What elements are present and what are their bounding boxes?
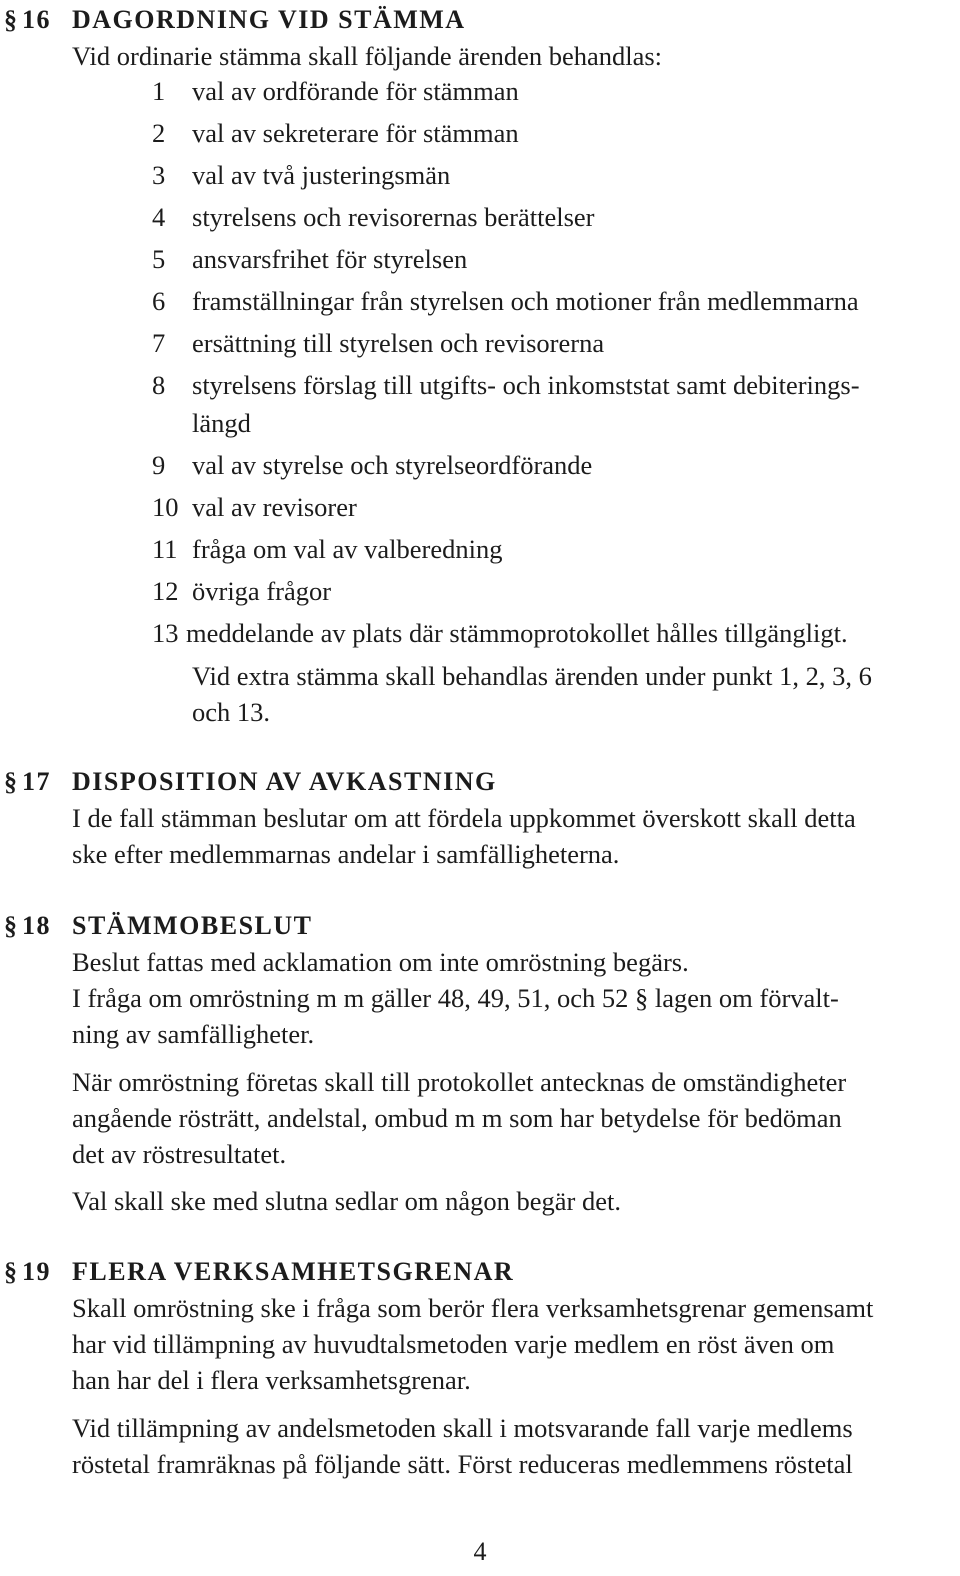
section-number: 17 (22, 767, 51, 796)
paragraph-line: I de fall stämman beslutar om att fördela uppkommet överskott skall detta (72, 803, 856, 833)
note-line: och 13. (192, 697, 271, 727)
item-number: 1 (152, 76, 166, 106)
item-number: 4 (152, 202, 166, 232)
item-text: val av styrelse och styrelseordförande (192, 450, 593, 480)
paragraph (0, 1183, 960, 1219)
item-number: 7 (152, 328, 166, 358)
item-number: 5 (152, 244, 166, 274)
item-number: 8 (152, 370, 166, 400)
list-item (0, 570, 960, 612)
paragraph-line: Vid tillämpning av andelsmetoden skall i motsvarande fall varje medlems (72, 1413, 853, 1443)
item-text: fråga om val av valberedning (192, 534, 503, 564)
item-number: 11 (152, 534, 178, 564)
item-text: ansvarsfrihet för styrelsen (192, 244, 468, 274)
section-intro: Vid ordinarie stämma skall följande ärenden behandlas: (72, 41, 663, 71)
extra-meeting-note (192, 658, 952, 730)
section-symbol: § (4, 911, 19, 940)
list-item (0, 280, 960, 322)
section-16 (0, 2, 960, 730)
section-18 (0, 908, 960, 1219)
note-line: Vid extra stämma skall behandlas ärenden under punkt 1, 2, 3, 6 (192, 661, 872, 691)
section-number: 16 (22, 5, 51, 34)
section-19 (0, 1254, 960, 1482)
section-title: FLERA VERKSAMHETSGRENAR (72, 1257, 515, 1286)
paragraph-line: Val skall ske med slutna sedlar om någon begär det. (72, 1186, 621, 1216)
item-number: 13 (152, 618, 179, 648)
section-title: DAGORDNING VID STÄMMA (72, 5, 466, 34)
list-item (0, 154, 960, 196)
section-title: STÄMMOBESLUT (72, 911, 313, 940)
list-item (0, 238, 960, 280)
paragraph-line: det av röstresultatet. (72, 1139, 287, 1169)
paragraph-line: När omröstning företas skall till protokollet antecknas de omständigheter (72, 1067, 847, 1097)
paragraph-line: Beslut fattas med acklamation om inte omröstning begärs. (72, 947, 689, 977)
paragraph-line: Skall omröstning ske i fråga som berör flera verksamhetsgrenar gemensamt (72, 1293, 874, 1323)
page-number: 4 (473, 1537, 487, 1566)
item-number: 3 (152, 160, 166, 190)
item-text: övriga frågor (192, 576, 332, 606)
item-number: 6 (152, 286, 166, 316)
list-item (0, 196, 960, 238)
section-symbol: § (4, 1257, 19, 1286)
paragraph-line: angående rösträtt, andelstal, ombud m m som har betydelse för bedöman (72, 1103, 842, 1133)
list-item (0, 612, 960, 654)
item-text: val av revisorer (192, 492, 357, 522)
item-text-continued: längd (192, 408, 251, 438)
section-17 (0, 764, 960, 872)
section-number: 19 (22, 1257, 51, 1286)
item-number: 10 (152, 492, 179, 522)
item-number: 12 (152, 576, 179, 606)
item-text: styrelsens och revisorernas berättelser (192, 202, 595, 232)
paragraph-line: röstetal framräknas på följande sätt. Först reduceras medlemmens röstetal (72, 1449, 853, 1479)
item-text: val av ordförande för stämman (192, 76, 519, 106)
paragraph (0, 1064, 960, 1172)
list-item (0, 486, 960, 528)
item-number: 9 (152, 450, 166, 480)
paragraph-line: I fråga om omröstning m m gäller 48, 49, 51, och 52 § lagen om förvalt- (72, 983, 839, 1013)
item-text: val av två justeringsmän (192, 160, 451, 190)
paragraph-line: ske efter medlemmarnas andelar i samfälligheterna. (72, 839, 620, 869)
list-item (0, 364, 960, 444)
section-number: 18 (22, 911, 51, 940)
paragraph-line: ning av samfälligheter. (72, 1019, 315, 1049)
section-heading (0, 908, 960, 944)
item-text: meddelande av plats där stämmoprotokollet hålles tillgängligt. (186, 618, 848, 648)
item-text: val av sekreterare för stämman (192, 118, 519, 148)
list-item (0, 322, 960, 364)
paragraph (0, 1290, 960, 1398)
paragraph-line: han har del i flera verksamhetsgrenar. (72, 1365, 471, 1395)
paragraph (0, 944, 960, 1052)
item-text: styrelsens förslag till utgifts- och inkomststat samt debiterings- (192, 370, 860, 400)
paragraph (0, 1410, 960, 1482)
list-item (0, 528, 960, 570)
list-item (0, 70, 960, 112)
section-symbol: § (4, 767, 19, 796)
section-heading (0, 1254, 960, 1290)
section-heading (0, 764, 960, 800)
list-item (0, 444, 960, 486)
section-symbol: § (4, 5, 19, 34)
item-number: 2 (152, 118, 166, 148)
item-text: framställningar från styrelsen och motioner från medlemmarna (192, 286, 859, 316)
paragraph-line: har vid tillämpning av huvudtalsmetoden varje medlem en röst även om (72, 1329, 835, 1359)
section-heading (0, 2, 960, 38)
agenda-list (0, 70, 960, 654)
list-item (0, 112, 960, 154)
paragraph (0, 800, 960, 872)
section-title: DISPOSITION AV AVKASTNING (72, 767, 497, 796)
item-text: ersättning till styrelsen och revisorerna (192, 328, 605, 358)
